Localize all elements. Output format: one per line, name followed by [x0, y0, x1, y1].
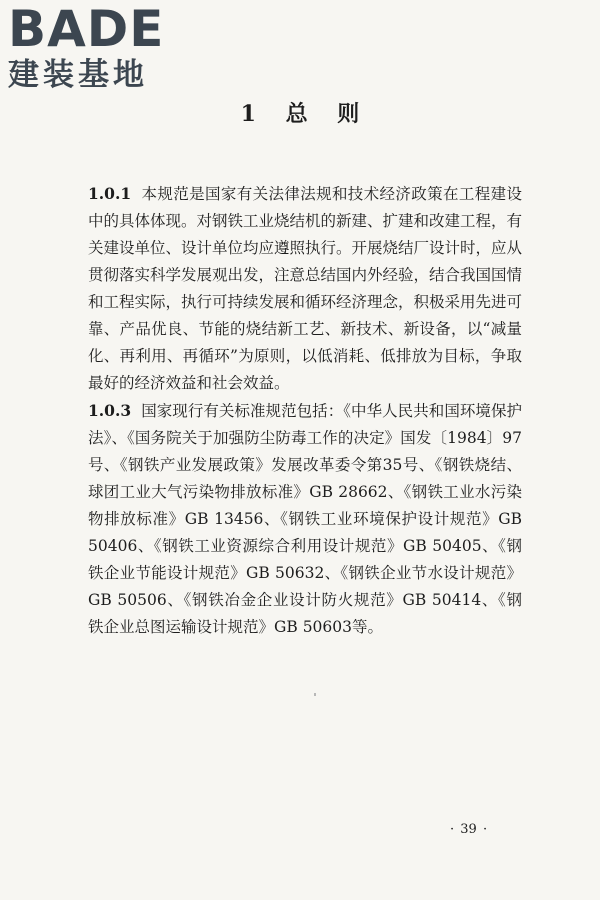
logo-brand: BADE [8, 0, 165, 58]
clause-text: 本规范是国家有关法律法规和技术经济政策在工程建设中的具体体现。对钢铁工业烧结机的新建、扩建和改建工程，有关建设单位、设计单位均应遵照执行。开展烧结厂设计时，应从贯彻落实科学发展观出发，注意总结国内外经验，结合我国国情和工程实际，执行可持续发展和循环经济理念，积极采用先进可靠、产品优良、节能的烧结新工艺、新技术、新设备，以“减量化、再利用、再循环”为原则，以低消耗、低排放为目标，争取最好的经济效益和社会效益。 [88, 185, 523, 392]
clause-1-0-1 [88, 180, 522, 397]
logo-subtitle: 建装基地 [8, 57, 148, 93]
clause-1-0-3 [88, 397, 522, 641]
chapter-title: 1 总 则 [240, 101, 360, 127]
document-body [88, 180, 522, 641]
clause-number: 1.0.1 [88, 184, 132, 203]
page-number: · 39 · [450, 822, 488, 837]
clause-text: 国家现行有关标准规范包括：《中华人民共和国环境保护法》、《国务院关于加强防尘防毒工作的决定》国发〔1984〕97号、《钢铁产业发展政策》发展改革委令第35号、《钢铁烧结、球团工业大气污染物排放标准》GB 28662、《钢铁工业水污染物排放标准》GB 13456、《钢铁工业环境保护设计规范》GB 50406、《钢铁工业资源综合利用设计规范》GB 50405、《钢铁企业节能设计规范》GB 50632、《钢铁企业节水设计规范》GB 50506、《钢铁冶金企业设计防火规范》GB 50414、《钢铁企业总图运输设计规范》GB 50603等。 [88, 402, 522, 636]
clause-number: 1.0.3 [88, 401, 132, 420]
bade-logo [8, 0, 178, 94]
scan-speck [314, 693, 316, 696]
